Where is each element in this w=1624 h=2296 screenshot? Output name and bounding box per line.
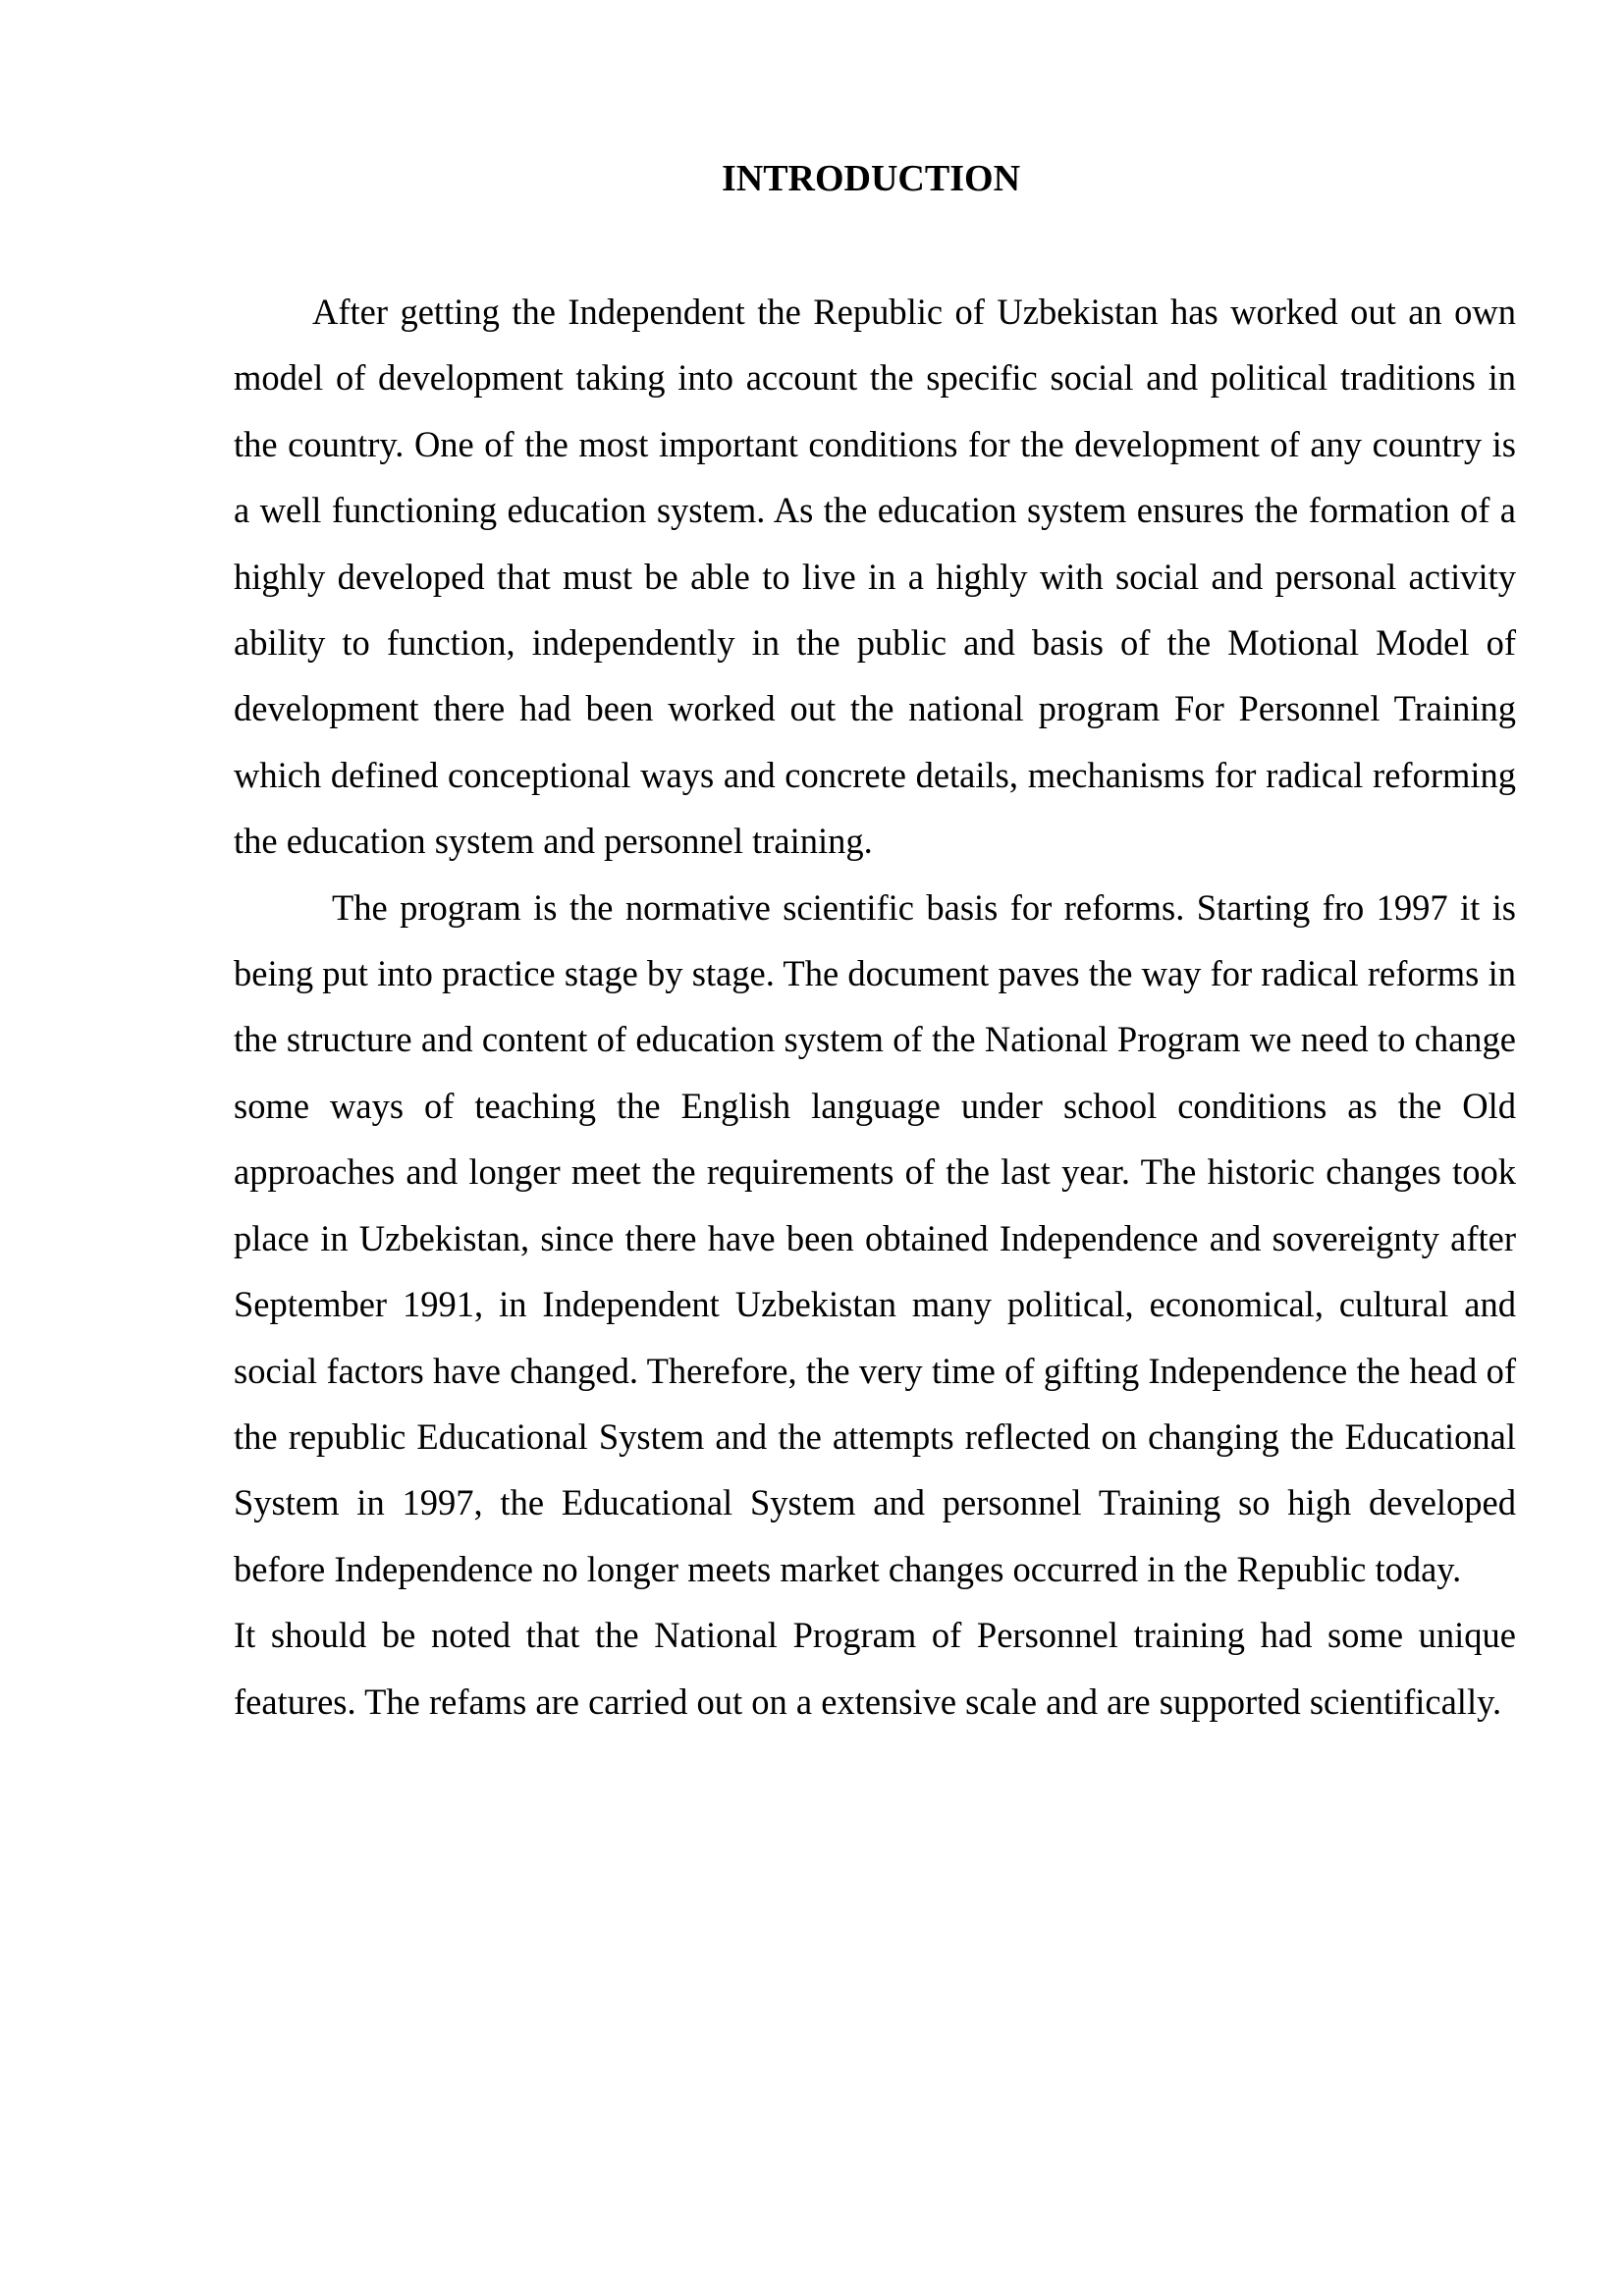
paragraph-1: After getting the Independent the Republic of Uzbekistan has worked out an own model of development taking into account the specific social and political traditions in the country. One of the most important conditions for the development of any country is a well functioning education system. As the education system ensures the formation of a highly developed that must be able to live in a highly with social and personal activity ability to function, independently in the public and basis of the Motional Model of development there had been worked out the national program For Personnel Training which defined conceptional ways and concrete details, mechanisms for radical reforming the education system and personnel training. (234, 292, 1516, 862)
document-body (234, 279, 1516, 1735)
paragraph-2: The program is the normative scientific basis for reforms. Starting fro 1997 it is being put into practice stage by stage. The document paves the way for radical reforms in the structure and content of education system of the National Program we need to change some ways of teaching the English language under school conditions as the Old approaches and longer meet the requirements of the last year. The historic changes took place in Uzbekistan, since there have been obtained Independence and sovereignty after September 1991, in Independent Uzbekistan many political, economical, cultural and social factors have changed. Therefore, the very time of gifting Independence the head of the republic Educational System and the attempts reflected on changing the Educational System in 1997, the Educational System and personnel Training so high developed before Independence no longer meets market changes occurred in the Republic today. (234, 886, 1516, 1589)
paragraph-3: It should be noted that the National Program of Personnel training had some unique features. The refams are carried out on a extensive scale and are supported scientifically. (234, 1615, 1516, 1722)
page-title: INTRODUCTION (721, 158, 1021, 199)
